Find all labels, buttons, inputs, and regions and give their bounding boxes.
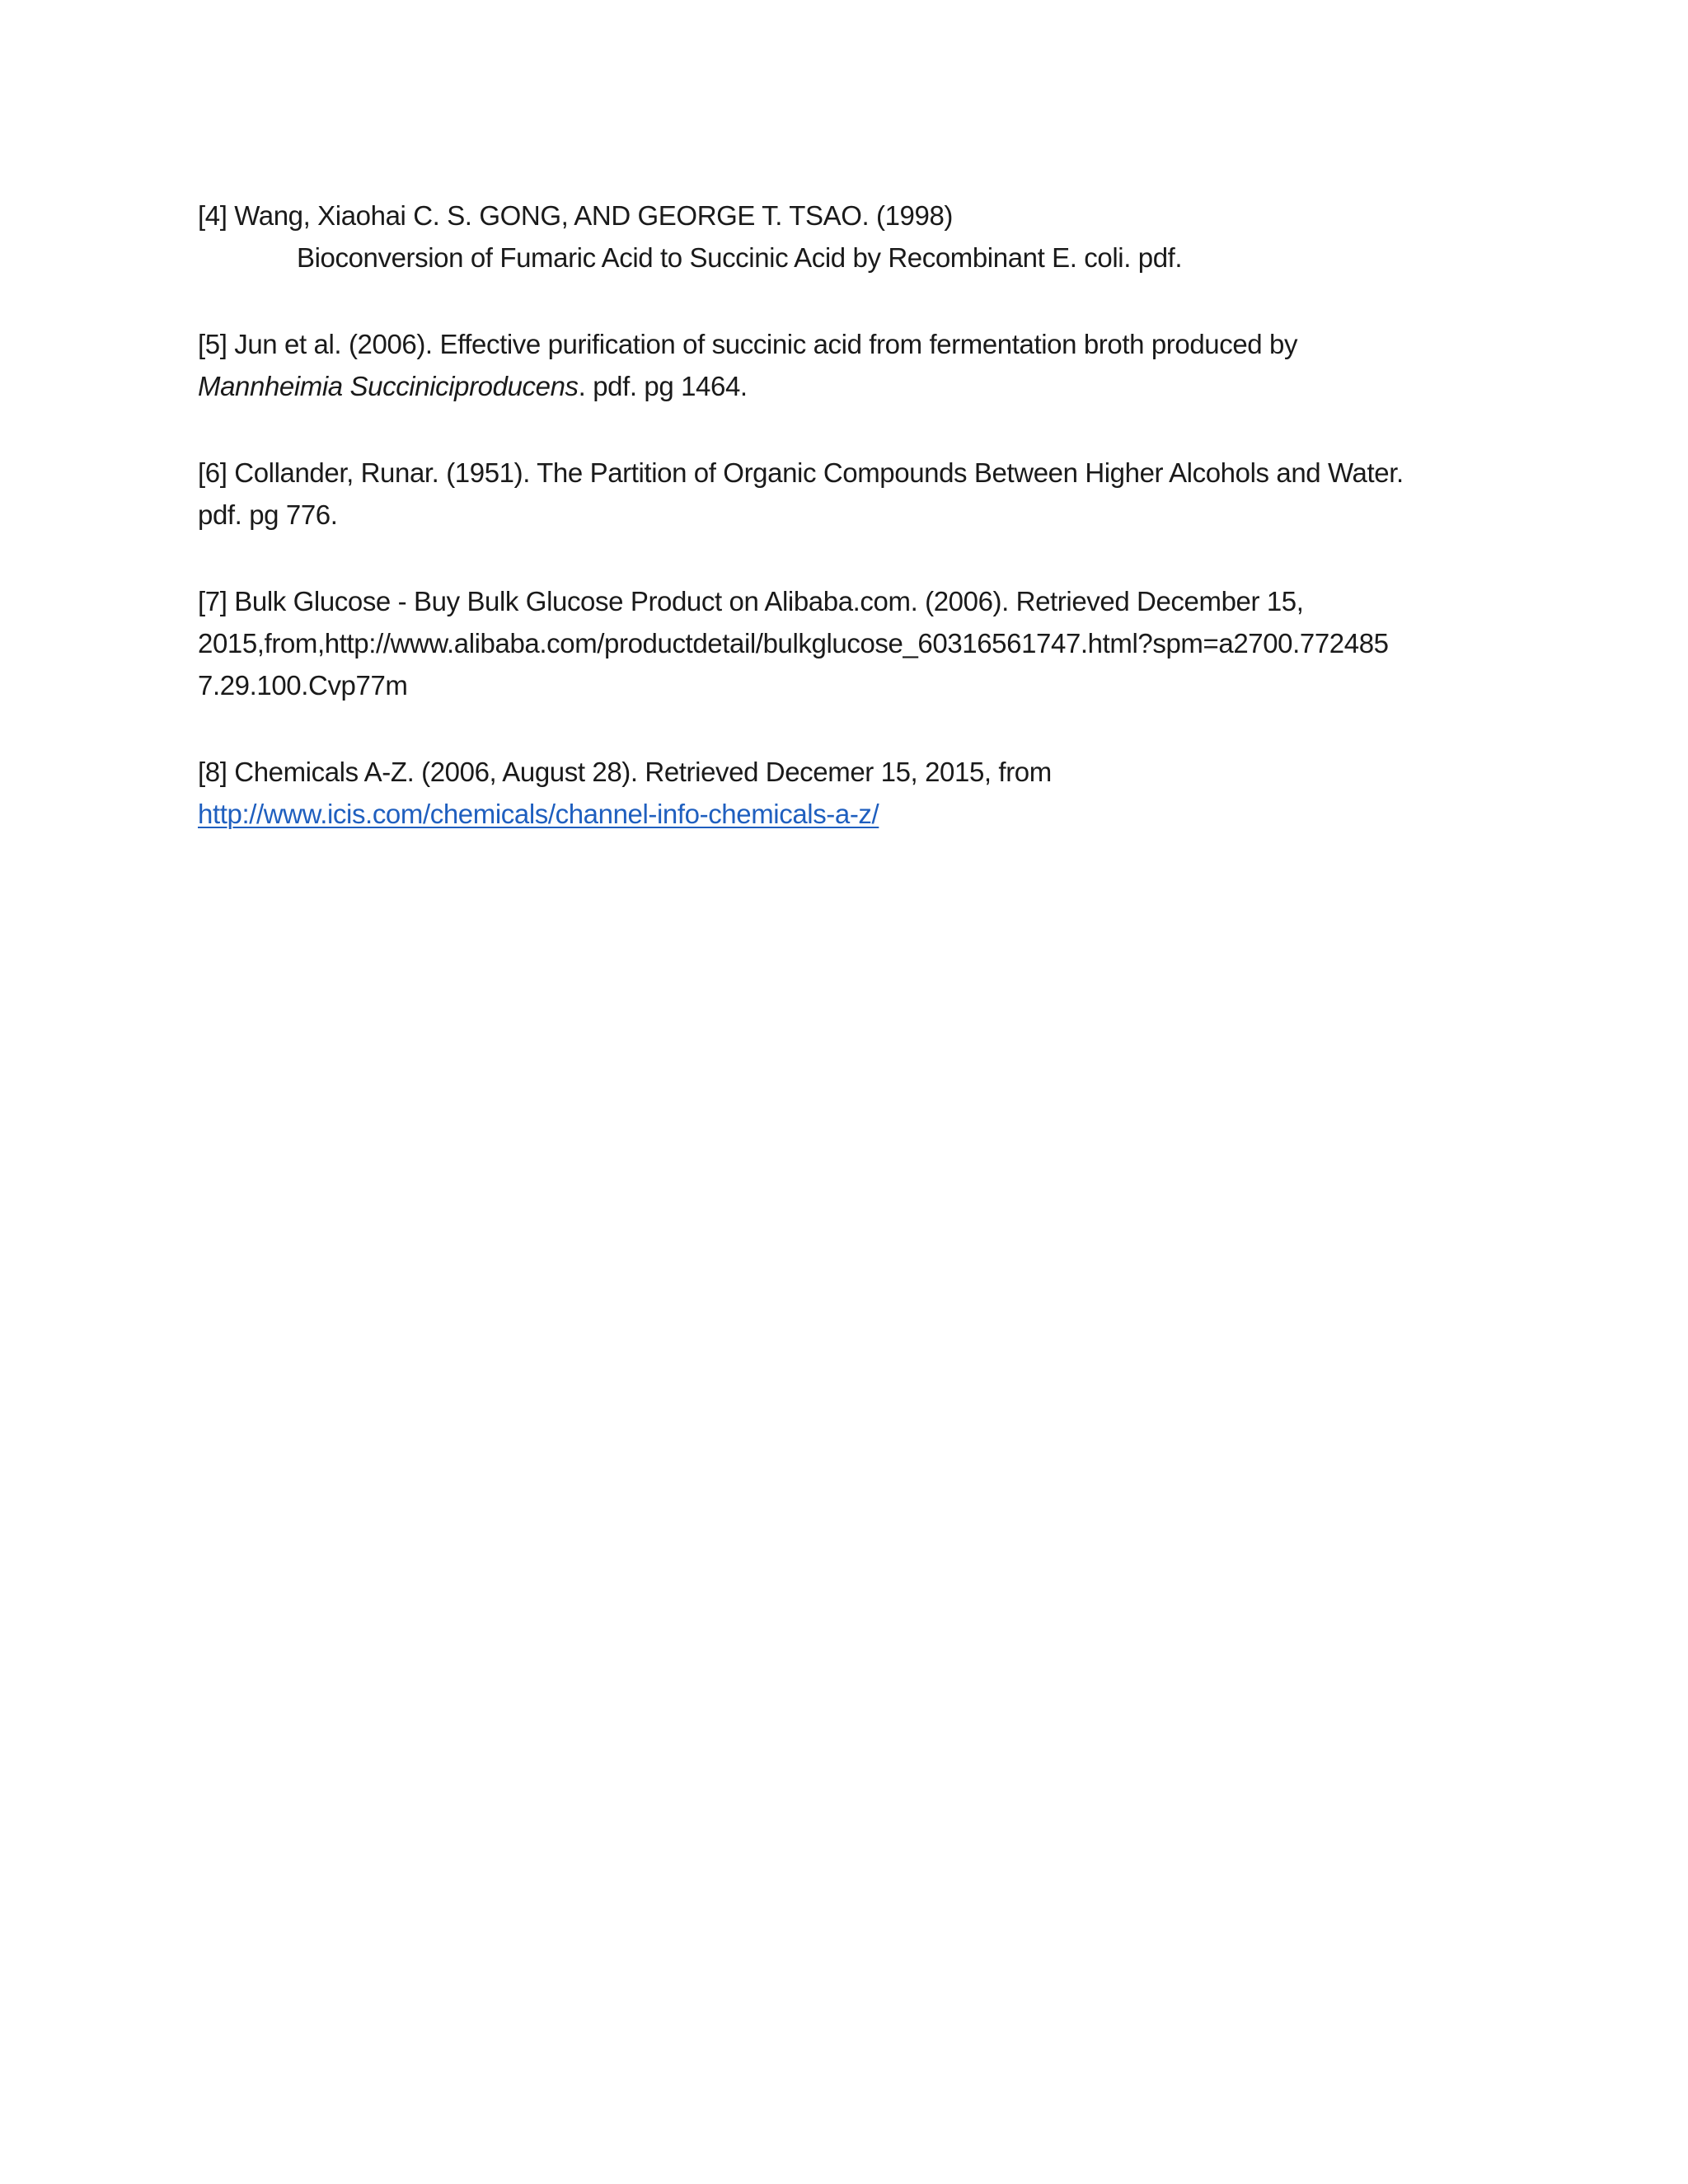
reference-5-pages: . pdf. pg 1464. bbox=[578, 371, 748, 401]
reference-7-citation: [7] Bulk Glucose - Buy Bulk Glucose Product on Alibaba.com. (2006). Retrieved December 15, bbox=[198, 586, 1304, 616]
reference-4-title: Bioconversion of Fumaric Acid to Succinic Acid by Recombinant E. coli. pdf. bbox=[297, 242, 1183, 273]
reference-6-citation: [6] Collander, Runar. (1951). The Partition of Organic Compounds Between Higher Alcohols and Water. bbox=[198, 457, 1404, 488]
reference-list bbox=[198, 194, 1500, 879]
reference-4-citation: [4] Wang, Xiaohai C. S. GONG, AND GEORGE T. TSAO. (1998) bbox=[198, 200, 953, 231]
reference-8-citation: [8] Chemicals A-Z. (2006, August 28). Retrieved Decemer 15, 2015, from bbox=[198, 757, 1052, 787]
reference-5 bbox=[198, 323, 1500, 407]
reference-7 bbox=[198, 580, 1500, 706]
reference-6-pages: pdf. pg 776. bbox=[198, 499, 338, 530]
reference-8-link-line bbox=[198, 793, 1500, 835]
reference-5-citation: [5] Jun et al. (2006). Effective purification of succinic acid from fermentation broth produced by bbox=[198, 329, 1298, 359]
reference-7-url-line-2: 7.29.100.Cvp77m bbox=[198, 670, 408, 701]
reference-6 bbox=[198, 452, 1500, 536]
reference-4 bbox=[198, 194, 1500, 279]
reference-5-organism: Mannheimia Succiniciproducens bbox=[198, 371, 579, 401]
reference-8-link[interactable]: http://www.icis.com/chemicals/channel-info-chemicals-a-z/ bbox=[198, 799, 879, 829]
reference-7-url-line-1: 2015,from,http://www.alibaba.com/productdetail/bulkglucose_60316561747.html?spm=a2700.772485 bbox=[198, 628, 1389, 658]
reference-5-source bbox=[198, 365, 1500, 407]
reference-8 bbox=[198, 751, 1500, 835]
